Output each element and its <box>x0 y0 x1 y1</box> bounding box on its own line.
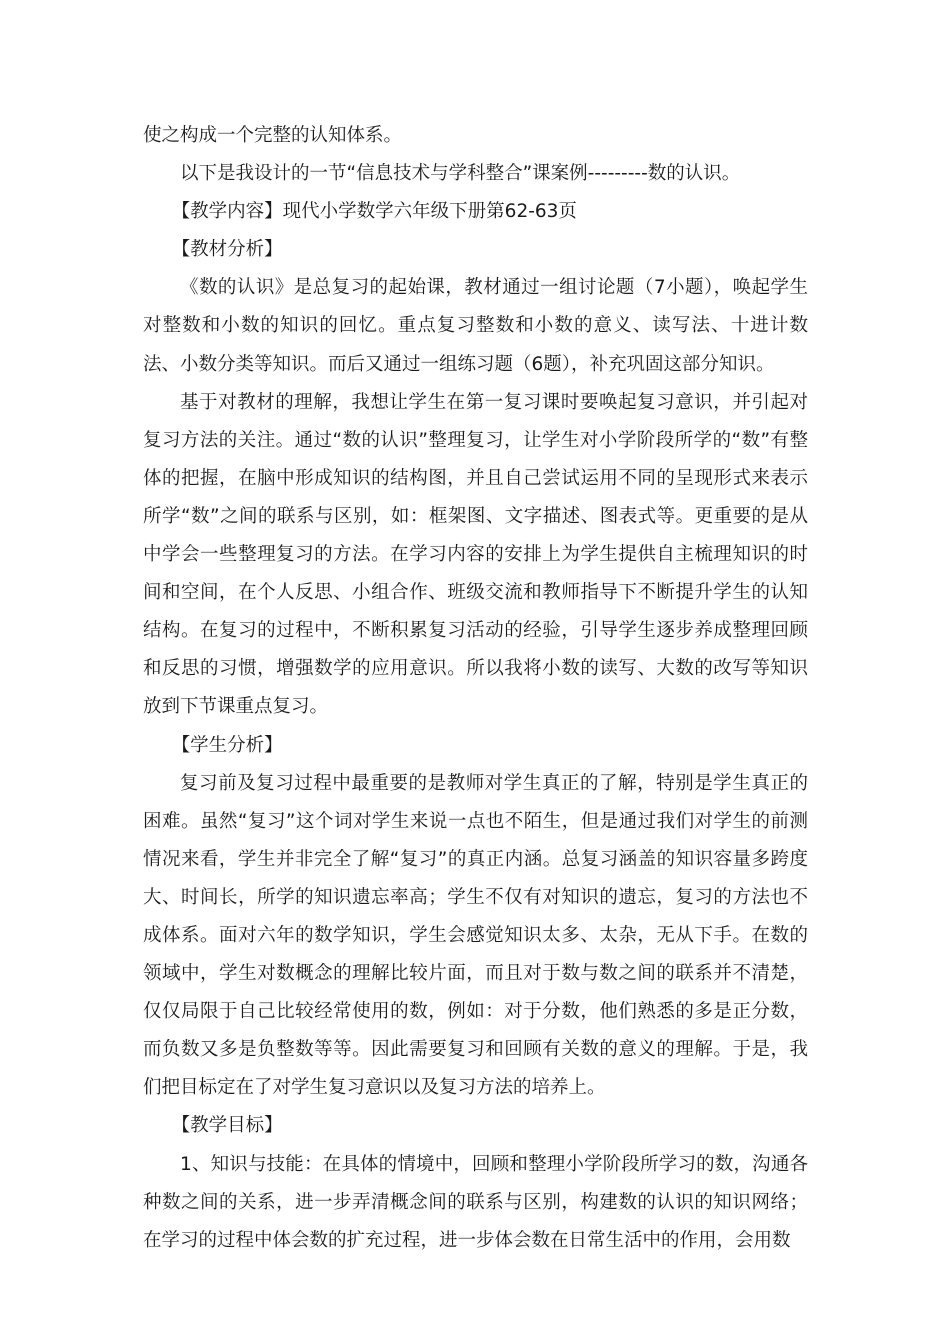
paragraph-textbook-analysis-1: 《数的认识》是总复习的起始课，教材通过一组讨论题（7小题），唤起学生对整数和小数的知识的回忆。重点复习整数和小数的意义、读写法、十进计数法、小数分类等知识。而后又通过一组练习题（6题），补充巩固这部分知识。 <box>143 277 808 375</box>
paragraph-continuation: 使之构成一个完整的认知体系。 <box>143 125 403 146</box>
section-heading-textbook-analysis: 【教材分析】 <box>171 239 283 261</box>
section-heading-teaching-content: 【教学内容】现代小学数学六年级下册第62-63页 <box>171 201 577 223</box>
section-heading-student-analysis: 【学生分析】 <box>171 734 283 756</box>
document-page <box>143 117 808 1260</box>
paragraph-textbook-analysis-2: 基于对教材的理解，我想让学生在第一复习课时要唤起复习意识，并引起对复习方法的关注。通过“数的认识”整理复习，让学生对小学阶段所学的“数”有整体的把握，在脑中形成知识的结构图，并且自己尝试运用不同的呈现形式来表示所学“数”之间的联系与区别，如：框架图、文字描述、图表式等。更重要的是从中学会一些整理复习的方法。在学习内容的安排上为学生提供自主梳理知识的时间和空间，在个人反思、小组合作、班级交流和教师指导下不断提升学生的认知结构。在复习的过程中，不断积累复习活动的经验，引导学生逐步养成整理回顾和反思的习惯，增强数学的应用意识。所以我将小数的读写、大数的改写等知识放到下节课重点复习。 <box>143 391 808 718</box>
section-heading-teaching-goals: 【教学目标】 <box>171 1115 283 1137</box>
paragraph-teaching-goal-1: 1、知识与技能：在具体的情境中，回顾和整理小学阶段所学习的数，沟通各种数之间的关系，进一步弄清概念间的联系与区别，构建数的认识的知识网络；在学习的过程中体会数的扩充过程，进一步体会数在日常生活中的作用，会用数 <box>143 1153 808 1251</box>
paragraph-intro: 以下是我设计的一节“信息技术与学科整合”课案例---------数的认识。 <box>180 163 741 185</box>
paragraph-student-analysis: 复习前及复习过程中最重要的是教师对学生真正的了解，特别是学生真正的困难。虽然“复习”这个词对学生来说一点也不陌生，但是通过我们对学生的前测情况来看，学生并非完全了解“复习”的真正内涵。总复习涵盖的知识容量多跨度大、时间长，所学的知识遗忘率高；学生不仅有对知识的遗忘，复习的方法也不成体系。面对六年的数学知识，学生会感觉知识太多、太杂，无从下手。在数的领域中，学生对数概念的理解比较片面，而且对于数与数之间的联系并不清楚，仅仅局限于自己比较经常使用的数，例如：对于分数，他们熟悉的多是正分数，而负数又多是负整数等等。因此需要复习和回顾有关数的意义的理解。于是，我们把目标定在了对学生复习意识以及复习方法的培养上。 <box>143 772 808 1099</box>
